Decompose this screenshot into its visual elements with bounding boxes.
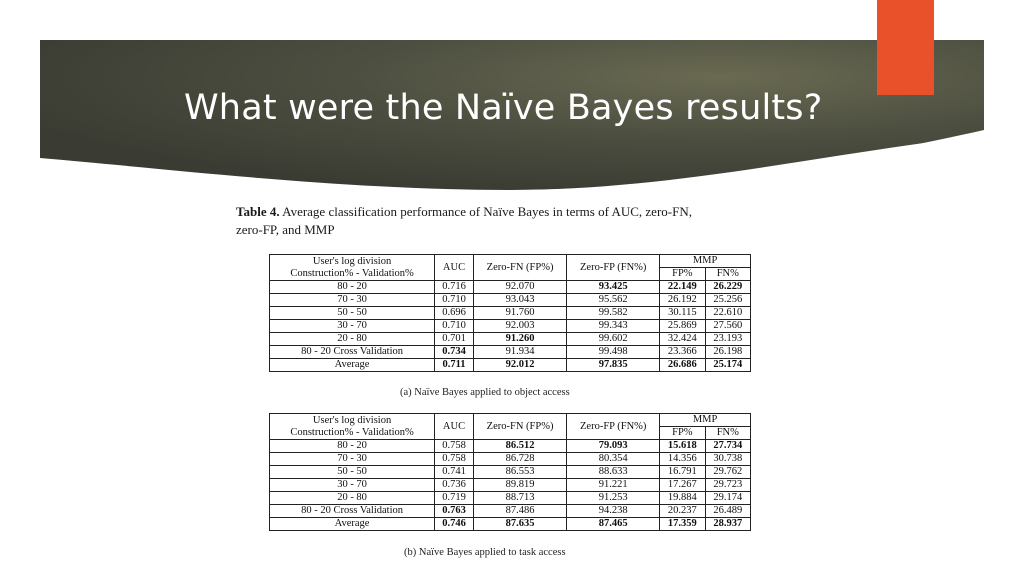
table-row [270,466,751,479]
cell-fp: 16.791 [660,466,705,479]
cell-fp: 20.237 [660,505,705,518]
cell-zfn: 89.819 [473,479,566,492]
results-table-task-access [269,413,751,531]
table-caption [236,203,796,239]
table-row [270,479,751,492]
cell-zfp: 99.582 [567,307,660,320]
cell-division: 30 - 70 [270,479,435,492]
cell-division: Average [270,359,435,372]
cell-auc: 0.701 [435,333,474,346]
cell-auc: 0.736 [435,479,474,492]
cell-fn: 28.937 [705,518,750,531]
cell-auc: 0.746 [435,518,474,531]
cell-fn: 29.762 [705,466,750,479]
cell-division: 70 - 30 [270,294,435,307]
cell-zfn: 92.012 [473,359,566,372]
cell-zfp: 97.835 [567,359,660,372]
cell-fn: 29.723 [705,479,750,492]
cell-fp: 30.115 [660,307,705,320]
cell-fp: 22.149 [660,281,705,294]
cell-division: 20 - 80 [270,333,435,346]
cell-auc: 0.734 [435,346,474,359]
table-row [270,440,751,453]
cell-division: 50 - 50 [270,307,435,320]
cell-zfn: 91.934 [473,346,566,359]
cell-fn: 27.560 [705,320,750,333]
cell-fn: 23.193 [705,333,750,346]
average-row [270,518,751,531]
cell-division: 80 - 20 Cross Validation [270,505,435,518]
cell-division: 70 - 30 [270,453,435,466]
cell-zfp: 99.602 [567,333,660,346]
table-row [270,320,751,333]
cell-fn: 30.738 [705,453,750,466]
cell-fn: 27.734 [705,440,750,453]
header-mmp: MMP [660,255,751,268]
cell-zfn: 88.713 [473,492,566,505]
cell-zfn: 86.512 [473,440,566,453]
subcaption-b: (b) Naïve Bayes applied to task access [404,547,566,558]
cell-fn: 29.174 [705,492,750,505]
cell-zfn: 86.728 [473,453,566,466]
cell-division: 50 - 50 [270,466,435,479]
cell-fn: 26.489 [705,505,750,518]
cell-zfp: 99.343 [567,320,660,333]
cell-auc: 0.741 [435,466,474,479]
cell-zfp: 88.633 [567,466,660,479]
table-row [270,307,751,320]
cell-fn: 26.198 [705,346,750,359]
cell-division: 80 - 20 [270,440,435,453]
cell-fn: 22.610 [705,307,750,320]
accent-tab [877,0,934,95]
subcaption-a: (a) Naïve Bayes applied to object access [400,387,570,398]
header-zero-fp: Zero-FP (FN%) [567,255,660,281]
header-zero-fn: Zero-FN (FP%) [473,414,566,440]
cell-zfn: 92.070 [473,281,566,294]
cell-zfn: 92.003 [473,320,566,333]
header-fp: FP% [660,427,705,440]
average-row [270,359,751,372]
cell-zfn: 87.486 [473,505,566,518]
table-row [270,294,751,307]
cell-zfp: 91.253 [567,492,660,505]
cell-zfp: 87.465 [567,518,660,531]
header-auc: AUC [435,255,474,281]
slide-title: What were the Naïve Bayes results? [184,88,823,128]
table-row [270,281,751,294]
cell-zfn: 91.760 [473,307,566,320]
header-mmp: MMP [660,414,751,427]
table-row [270,505,751,518]
cell-auc: 0.711 [435,359,474,372]
cell-division: Average [270,518,435,531]
cell-zfp: 94.238 [567,505,660,518]
cell-zfp: 91.221 [567,479,660,492]
cell-auc: 0.696 [435,307,474,320]
cell-zfp: 80.354 [567,453,660,466]
cell-zfn: 91.260 [473,333,566,346]
caption-text-line1: Average classification performance of Naïve Bayes in terms of AUC, zero-FN, [282,204,692,219]
table-row [270,333,751,346]
table-row [270,346,751,359]
header-auc: AUC [435,414,474,440]
cell-fn: 26.229 [705,281,750,294]
cell-zfp: 95.562 [567,294,660,307]
cell-fn: 25.256 [705,294,750,307]
header-fn: FN% [705,268,750,281]
table-row [270,492,751,505]
header-fn: FN% [705,427,750,440]
cell-auc: 0.719 [435,492,474,505]
cell-auc: 0.710 [435,320,474,333]
cell-fn: 25.174 [705,359,750,372]
cell-zfn: 87.635 [473,518,566,531]
cell-zfn: 86.553 [473,466,566,479]
cell-zfn: 93.043 [473,294,566,307]
cell-fp: 14.356 [660,453,705,466]
cell-fp: 25.869 [660,320,705,333]
cell-zfp: 93.425 [567,281,660,294]
header-fp: FP% [660,268,705,281]
cell-fp: 26.192 [660,294,705,307]
cell-fp: 15.618 [660,440,705,453]
cell-zfp: 79.093 [567,440,660,453]
caption-label: Table 4. [236,204,280,219]
cell-division: 20 - 80 [270,492,435,505]
cell-fp: 17.267 [660,479,705,492]
cell-auc: 0.758 [435,440,474,453]
table-body [270,281,751,372]
cell-division: 30 - 70 [270,320,435,333]
table-row [270,453,751,466]
cell-fp: 32.424 [660,333,705,346]
cell-fp: 19.884 [660,492,705,505]
cell-auc: 0.710 [435,294,474,307]
header-division: User's log division Construction% - Validation% [270,255,435,281]
caption-text-line2: zero-FP, and MMP [236,222,335,237]
table-body [270,440,751,531]
cell-zfp: 99.498 [567,346,660,359]
header-zero-fp: Zero-FP (FN%) [567,414,660,440]
cell-fp: 17.359 [660,518,705,531]
results-table-object-access [269,254,751,372]
cell-fp: 26.686 [660,359,705,372]
cell-auc: 0.716 [435,281,474,294]
cell-division: 80 - 20 Cross Validation [270,346,435,359]
header-division: User's log division Construction% - Validation% [270,414,435,440]
cell-fp: 23.366 [660,346,705,359]
header-zero-fn: Zero-FN (FP%) [473,255,566,281]
cell-auc: 0.763 [435,505,474,518]
cell-division: 80 - 20 [270,281,435,294]
cell-auc: 0.758 [435,453,474,466]
